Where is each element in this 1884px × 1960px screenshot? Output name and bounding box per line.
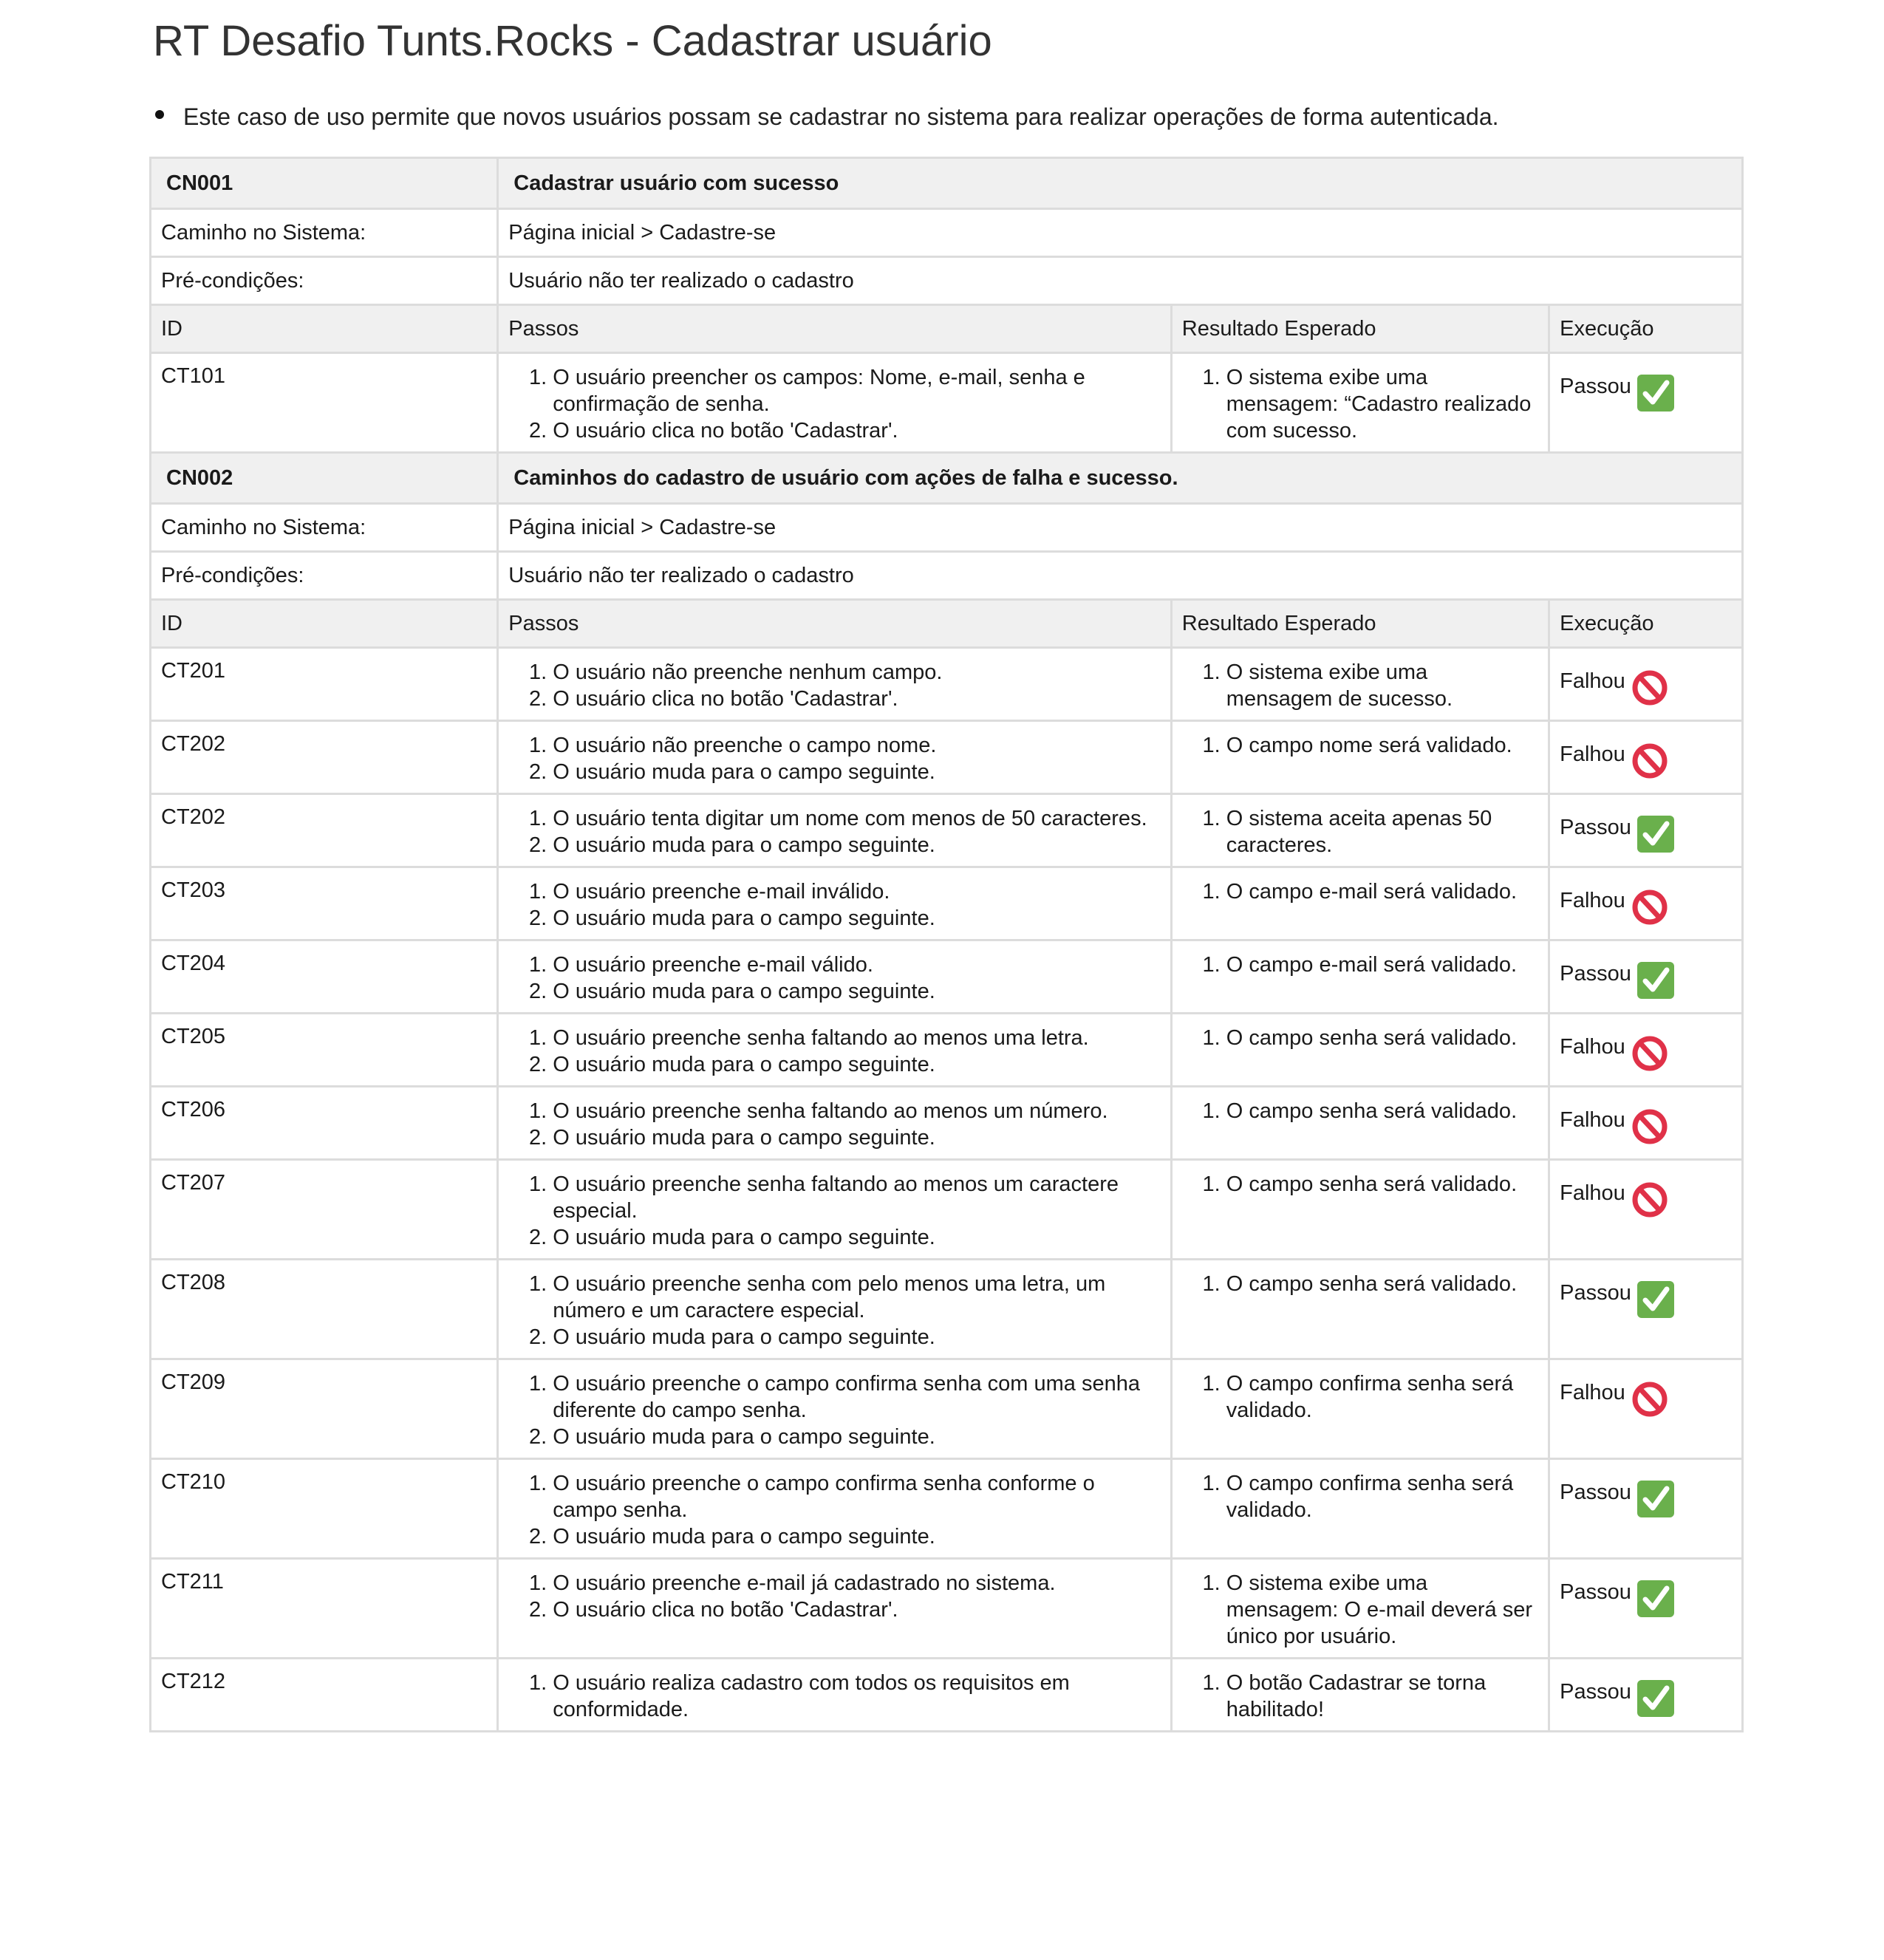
column-header-expected: Resultado Esperado: [1171, 305, 1549, 353]
prohibited-icon: [1631, 1108, 1668, 1145]
check-icon: [1637, 816, 1674, 853]
column-header-row: [151, 305, 1743, 353]
steps-list: [508, 1570, 1161, 1623]
expected-item: 1. O botão Cadastrar se torna habilitado!: [1226, 1670, 1538, 1723]
execution-cell: [1549, 1014, 1743, 1087]
expected-cell: [1171, 721, 1549, 794]
path-row-label: Caminho no Sistema:: [151, 209, 498, 257]
test-case-id: CT209: [151, 1359, 498, 1459]
expected-list: [1182, 659, 1538, 712]
execution-cell: [1549, 940, 1743, 1014]
execution-cell: [1549, 867, 1743, 940]
steps-cell: [498, 1559, 1172, 1659]
expected-cell: [1171, 1459, 1549, 1559]
page-title: RT Desafio Tunts.Rocks - Cadastrar usuário: [153, 17, 992, 65]
steps-list: [508, 805, 1161, 858]
expected-item: 1. O campo nome será validado.: [1226, 732, 1538, 759]
step-item: 2. O usuário muda para o campo seguinte.: [553, 1523, 1161, 1550]
steps-cell: [498, 940, 1172, 1014]
execution-cell: [1549, 1260, 1743, 1359]
execution-status-text: Passou: [1560, 1580, 1631, 1604]
expected-item: 1. O campo e-mail será validado.: [1226, 952, 1538, 978]
path-row: [151, 209, 1743, 257]
prohibited-icon: [1631, 1181, 1668, 1218]
test-case-table: [149, 157, 1744, 1732]
expected-item: 1. O campo e-mail será validado.: [1226, 878, 1538, 905]
execution-status: [1560, 1360, 1732, 1418]
expected-list: [1182, 805, 1538, 858]
step-item: 2. O usuário muda para o campo seguinte.: [553, 832, 1161, 858]
expected-list: [1182, 1470, 1538, 1523]
execution-status: [1560, 722, 1732, 779]
step-item: 1. O usuário preenche e-mail já cadastrado no sistema.: [553, 1570, 1161, 1597]
execution-status-text: Passou: [1560, 375, 1631, 398]
prohibited-icon: [1631, 889, 1668, 926]
steps-list: [508, 1271, 1161, 1351]
steps-list: [508, 1470, 1161, 1550]
expected-item: 1. O campo confirma senha será validado.: [1226, 1470, 1538, 1523]
check-icon: [1637, 1680, 1674, 1717]
expected-cell: [1171, 867, 1549, 940]
expected-item: 1. O sistema exibe uma mensagem: “Cadastro realizado com sucesso.: [1226, 364, 1538, 444]
test-case-row: [151, 353, 1743, 453]
expected-item: 1. O sistema exibe uma mensagem: O e-mail deverá ser único por usuário.: [1226, 1570, 1538, 1650]
execution-cell: [1549, 721, 1743, 794]
steps-list: [508, 952, 1161, 1005]
steps-list: [508, 1025, 1161, 1078]
test-case-id: CT210: [151, 1459, 498, 1559]
execution-status-text: Falhou: [1560, 742, 1625, 766]
test-case-row: [151, 1087, 1743, 1160]
column-header-id: ID: [151, 305, 498, 353]
execution-status-text: Passou: [1560, 1481, 1631, 1504]
column-header-execution: Execução: [1549, 600, 1743, 648]
execution-cell: [1549, 1087, 1743, 1160]
execution-cell: [1549, 1459, 1743, 1559]
column-header-execution: Execução: [1549, 305, 1743, 353]
test-case-id: CT202: [151, 721, 498, 794]
path-row-label: Caminho no Sistema:: [151, 504, 498, 552]
test-case-row: [151, 1260, 1743, 1359]
step-item: 2. O usuário clica no botão 'Cadastrar'.: [553, 686, 1161, 712]
expected-item: 1. O campo senha será validado.: [1226, 1271, 1538, 1297]
expected-list: [1182, 1025, 1538, 1051]
step-item: 2. O usuário clica no botão 'Cadastrar'.: [553, 1597, 1161, 1623]
execution-status-text: Passou: [1560, 816, 1631, 839]
steps-cell: [498, 1459, 1172, 1559]
check-icon: [1637, 1281, 1674, 1318]
scenario-id: CN001: [151, 158, 498, 209]
scenario-header-row: [151, 158, 1743, 209]
expected-cell: [1171, 1559, 1549, 1659]
expected-cell: [1171, 648, 1549, 721]
test-case-id: CT101: [151, 353, 498, 453]
precondition-row-label: Pré-condições:: [151, 257, 498, 305]
scenario-title: Cadastrar usuário com sucesso: [498, 158, 1743, 209]
step-item: 1. O usuário preenche e-mail válido.: [553, 952, 1161, 978]
bullet-icon: [155, 110, 164, 119]
precondition-row-label: Pré-condições:: [151, 552, 498, 600]
test-case-id: CT211: [151, 1559, 498, 1659]
precondition-row: [151, 552, 1743, 600]
step-item: 2. O usuário muda para o campo seguinte.: [553, 1124, 1161, 1151]
steps-cell: [498, 1359, 1172, 1459]
execution-status: [1560, 1014, 1732, 1072]
test-case-row: [151, 1160, 1743, 1260]
execution-status: [1560, 941, 1732, 999]
scenario-title: Caminhos do cadastro de usuário com ações de falha e sucesso.: [498, 453, 1743, 504]
execution-cell: [1549, 1559, 1743, 1659]
execution-status-text: Passou: [1560, 962, 1631, 986]
step-item: 2. O usuário muda para o campo seguinte.: [553, 1051, 1161, 1078]
check-icon: [1637, 1580, 1674, 1617]
prohibited-icon: [1631, 669, 1668, 706]
execution-status-text: Falhou: [1560, 1181, 1625, 1205]
test-case-id: CT208: [151, 1260, 498, 1359]
execution-status-text: Falhou: [1560, 669, 1625, 693]
step-item: 1. O usuário preenche o campo confirma senha conforme o campo senha.: [553, 1470, 1161, 1523]
step-item: 2. O usuário muda para o campo seguinte.: [553, 1224, 1161, 1251]
steps-cell: [498, 1659, 1172, 1732]
step-item: 2. O usuário muda para o campo seguinte.: [553, 978, 1161, 1005]
steps-list: [508, 1370, 1161, 1450]
expected-list: [1182, 1370, 1538, 1424]
execution-status: [1560, 1659, 1732, 1717]
expected-item: 1. O campo senha será validado.: [1226, 1098, 1538, 1124]
check-icon: [1637, 375, 1674, 412]
steps-cell: [498, 1160, 1172, 1260]
column-header-id: ID: [151, 600, 498, 648]
prohibited-icon: [1631, 1035, 1668, 1072]
step-item: 2. O usuário muda para o campo seguinte.: [553, 1424, 1161, 1450]
column-header-steps: Passos: [498, 305, 1172, 353]
expected-list: [1182, 952, 1538, 978]
step-item: 2. O usuário muda para o campo seguinte.: [553, 1324, 1161, 1351]
test-case-id: CT212: [151, 1659, 498, 1732]
expected-cell: [1171, 794, 1549, 867]
path-row-value: Página inicial > Cadastre-se: [498, 209, 1743, 257]
test-case-row: [151, 794, 1743, 867]
expected-cell: [1171, 1260, 1549, 1359]
step-item: 1. O usuário preencher os campos: Nome, e-mail, senha e confirmação de senha.: [553, 364, 1161, 417]
expected-list: [1182, 1670, 1538, 1723]
step-item: 1. O usuário preenche senha faltando ao menos um número.: [553, 1098, 1161, 1124]
steps-cell: [498, 1014, 1172, 1087]
steps-list: [508, 364, 1161, 444]
expected-list: [1182, 1570, 1538, 1650]
expected-list: [1182, 1098, 1538, 1124]
steps-list: [508, 659, 1161, 712]
steps-cell: [498, 721, 1172, 794]
expected-cell: [1171, 940, 1549, 1014]
steps-list: [508, 1670, 1161, 1723]
execution-cell: [1549, 1659, 1743, 1732]
check-icon: [1637, 1481, 1674, 1517]
execution-status-text: Falhou: [1560, 1035, 1625, 1059]
step-item: 1. O usuário não preenche o campo nome.: [553, 732, 1161, 759]
scenario-header-row: [151, 453, 1743, 504]
expected-list: [1182, 878, 1538, 905]
execution-status-text: Passou: [1560, 1281, 1631, 1305]
execution-cell: [1549, 1160, 1743, 1260]
test-case-row: [151, 940, 1743, 1014]
test-case-id: CT206: [151, 1087, 498, 1160]
test-case-id: CT205: [151, 1014, 498, 1087]
expected-cell: [1171, 1359, 1549, 1459]
steps-list: [508, 732, 1161, 785]
expected-item: 1. O sistema aceita apenas 50 caracteres.: [1226, 805, 1538, 858]
path-row-value: Página inicial > Cadastre-se: [498, 504, 1743, 552]
execution-status: [1560, 1161, 1732, 1218]
test-case-row: [151, 1659, 1743, 1732]
execution-cell: [1549, 1359, 1743, 1459]
column-header-steps: Passos: [498, 600, 1172, 648]
steps-cell: [498, 648, 1172, 721]
execution-status: [1560, 1260, 1732, 1318]
step-item: 1. O usuário preenche e-mail inválido.: [553, 878, 1161, 905]
step-item: 2. O usuário muda para o campo seguinte.: [553, 905, 1161, 932]
test-case-row: [151, 721, 1743, 794]
execution-status: [1560, 1087, 1732, 1145]
test-case-id: CT203: [151, 867, 498, 940]
scenario-id: CN002: [151, 453, 498, 504]
execution-cell: [1549, 648, 1743, 721]
test-case-row: [151, 1359, 1743, 1459]
execution-status-text: Falhou: [1560, 889, 1625, 912]
test-case-row: [151, 1559, 1743, 1659]
expected-item: 1. O campo confirma senha será validado.: [1226, 1370, 1538, 1424]
expected-list: [1182, 364, 1538, 444]
execution-status: [1560, 1460, 1732, 1517]
execution-status: [1560, 354, 1732, 412]
prohibited-icon: [1631, 742, 1668, 779]
expected-cell: [1171, 1014, 1549, 1087]
intro-text: Este caso de uso permite que novos usuários possam se cadastrar no sistema para realizar operações de forma autenticada.: [183, 103, 1499, 130]
expected-item: 1. O campo senha será validado.: [1226, 1025, 1538, 1051]
precondition-row-value: Usuário não ter realizado o cadastro: [498, 552, 1743, 600]
expected-cell: [1171, 353, 1549, 453]
step-item: 1. O usuário preenche o campo confirma senha com uma senha diferente do campo senha.: [553, 1370, 1161, 1424]
steps-cell: [498, 1260, 1172, 1359]
step-item: 1. O usuário preenche senha faltando ao menos um caractere especial.: [553, 1171, 1161, 1224]
test-case-row: [151, 867, 1743, 940]
test-case-row: [151, 648, 1743, 721]
execution-status-text: Falhou: [1560, 1381, 1625, 1404]
execution-cell: [1549, 353, 1743, 453]
step-item: 1. O usuário realiza cadastro com todos os requisitos em conformidade.: [553, 1670, 1161, 1723]
execution-status: [1560, 795, 1732, 853]
steps-list: [508, 878, 1161, 932]
execution-status-text: Passou: [1560, 1680, 1631, 1704]
expected-list: [1182, 732, 1538, 759]
test-case-row: [151, 1459, 1743, 1559]
execution-cell: [1549, 794, 1743, 867]
column-header-expected: Resultado Esperado: [1171, 600, 1549, 648]
step-item: 1. O usuário preenche senha com pelo menos uma letra, um número e um caractere especial.: [553, 1271, 1161, 1324]
test-case-id: CT207: [151, 1160, 498, 1260]
step-item: 2. O usuário clica no botão 'Cadastrar'.: [553, 417, 1161, 444]
expected-cell: [1171, 1160, 1549, 1260]
steps-list: [508, 1098, 1161, 1151]
check-icon: [1637, 962, 1674, 999]
expected-cell: [1171, 1659, 1549, 1732]
steps-cell: [498, 1087, 1172, 1160]
path-row: [151, 504, 1743, 552]
steps-list: [508, 1171, 1161, 1251]
execution-status: [1560, 868, 1732, 926]
expected-item: 1. O campo senha será validado.: [1226, 1171, 1538, 1198]
test-case-id: CT202: [151, 794, 498, 867]
steps-cell: [498, 353, 1172, 453]
precondition-row: [151, 257, 1743, 305]
step-item: 1. O usuário tenta digitar um nome com menos de 50 caracteres.: [553, 805, 1161, 832]
steps-cell: [498, 794, 1172, 867]
test-case-id: CT201: [151, 648, 498, 721]
expected-list: [1182, 1171, 1538, 1198]
expected-item: 1. O sistema exibe uma mensagem de sucesso.: [1226, 659, 1538, 712]
step-item: 1. O usuário não preenche nenhum campo.: [553, 659, 1161, 686]
execution-status: [1560, 649, 1732, 706]
steps-cell: [498, 867, 1172, 940]
column-header-row: [151, 600, 1743, 648]
expected-list: [1182, 1271, 1538, 1297]
intro-bullet: [155, 103, 1499, 131]
step-item: 1. O usuário preenche senha faltando ao menos uma letra.: [553, 1025, 1161, 1051]
test-case-row: [151, 1014, 1743, 1087]
prohibited-icon: [1631, 1381, 1668, 1418]
execution-status: [1560, 1560, 1732, 1617]
expected-cell: [1171, 1087, 1549, 1160]
execution-status-text: Falhou: [1560, 1108, 1625, 1132]
precondition-row-value: Usuário não ter realizado o cadastro: [498, 257, 1743, 305]
step-item: 2. O usuário muda para o campo seguinte.: [553, 759, 1161, 785]
test-case-id: CT204: [151, 940, 498, 1014]
